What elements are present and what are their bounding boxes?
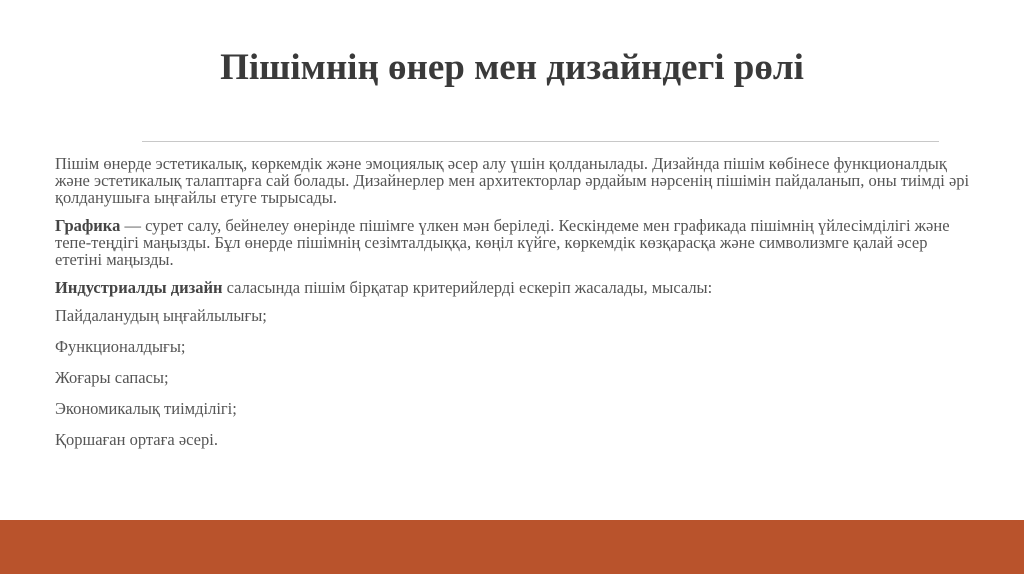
paragraph-graphics	[55, 217, 975, 268]
criteria-item: Функционалдығы;	[55, 337, 186, 356]
criteria-item: Қоршаған ортаға әсері.	[55, 430, 218, 449]
paragraph-text: Пішім өнерде эстетикалық, көркемдік және эмоциялық әсер алу үшін қолданылады. Дизайнда пішім көбінесе функционалдық және эстетикалық талаптарға сай болады. Дизайнерлер мен архитекторлар әрдайым нәрсенің пішімін пайдаланып, оны тиімді әрі қолданушыға ыңғайлы етуге тырысады.	[55, 154, 970, 207]
paragraph-form-in-art	[55, 155, 975, 206]
paragraph-industrial-design	[55, 279, 975, 296]
criteria-item: Пайдаланудың ыңғайлылығы;	[55, 306, 267, 325]
footer-accent-bar	[0, 520, 1024, 574]
paragraph-term: Графика	[55, 216, 121, 235]
criteria-item: Жоғары сапасы;	[55, 368, 169, 387]
paragraph-term: Индустриалды дизайн	[55, 278, 223, 297]
slide-body	[55, 155, 975, 462]
slide-title: Пішімнің өнер мен дизайндегі рөлі	[220, 47, 804, 88]
paragraph-text: саласында пішім бірқатар критерийлерді ескеріп жасалады, мысалы:	[222, 278, 713, 297]
criteria-item: Экономикалық тиімділігі;	[55, 399, 237, 418]
title-divider	[142, 141, 939, 142]
paragraph-text: — сурет салу, бейнелеу өнерінде пішімге үлкен мән беріледі. Кескіндеме мен графикада пішімнің үйлесімділігі және тепе-теңдігі маңызды. Бұл өнерде пішімнің сезімталдыққа, көңіл күйге, көркемдік көзқарасқа және символизмге қалай әсер ететіні маңызды.	[55, 216, 950, 269]
criteria-list	[55, 307, 975, 462]
